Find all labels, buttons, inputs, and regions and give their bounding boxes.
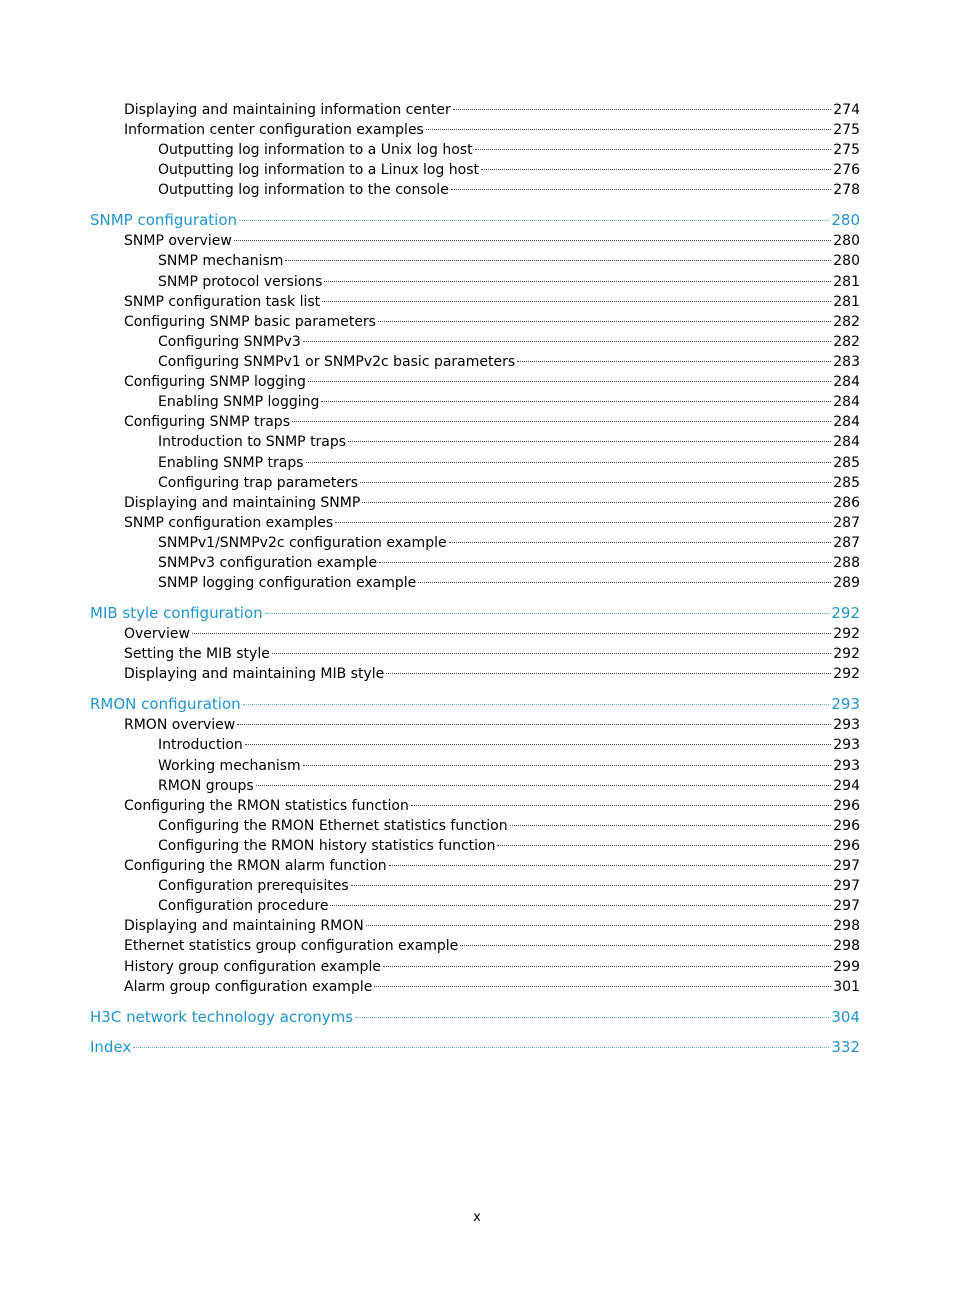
- toc-entry-page-number: 289: [833, 575, 860, 591]
- toc-entry-title: SNMP configuration: [90, 211, 237, 229]
- toc-entry-title: Alarm group configuration example: [124, 979, 373, 995]
- toc-entry[interactable]: [124, 957, 860, 977]
- toc-entry[interactable]: [124, 312, 860, 332]
- toc-entry-page-number: 282: [833, 334, 860, 350]
- toc-entry[interactable]: [124, 796, 860, 816]
- dot-leader: [306, 462, 832, 463]
- toc-entry[interactable]: [124, 644, 860, 664]
- toc-entry[interactable]: [124, 664, 860, 684]
- toc-entry-title: SNMP logging configuration example: [158, 575, 417, 591]
- toc-entry-title: Configuring SNMPv3: [158, 334, 301, 350]
- toc-entry-page-number: 276: [833, 162, 860, 178]
- dot-leader: [237, 724, 831, 725]
- toc-entry-page-number: 293: [833, 758, 860, 774]
- toc-entry-title: Introduction: [158, 737, 243, 753]
- dot-leader: [460, 945, 831, 946]
- toc-section-entry[interactable]: [90, 1037, 860, 1057]
- toc-section-entry[interactable]: [90, 694, 860, 714]
- dot-leader: [411, 805, 831, 806]
- toc-entry[interactable]: [158, 896, 860, 916]
- toc-entry-page-number: 294: [833, 778, 860, 794]
- dot-leader: [497, 845, 831, 846]
- toc-entry-title: RMON configuration: [90, 695, 241, 713]
- toc-entry-page-number: 332: [831, 1038, 860, 1056]
- toc-entry[interactable]: [158, 352, 860, 372]
- toc-entry-page-number: 284: [833, 414, 860, 430]
- toc-entry-page-number: 280: [831, 211, 860, 229]
- dot-leader: [256, 785, 832, 786]
- toc-entry[interactable]: [158, 392, 860, 412]
- toc-entry-page-number: 274: [833, 102, 860, 118]
- dot-leader: [133, 1047, 829, 1048]
- toc-entry[interactable]: [124, 292, 860, 312]
- dot-leader: [481, 169, 831, 170]
- toc-entry-page-number: 296: [833, 798, 860, 814]
- toc-entry-page-number: 281: [833, 274, 860, 290]
- dot-leader: [383, 966, 831, 967]
- toc-entry[interactable]: [158, 735, 860, 755]
- toc-entry-title: Ethernet statistics group configuration example: [124, 938, 459, 954]
- toc-entry-title: RMON groups: [158, 778, 254, 794]
- toc-entry[interactable]: [124, 372, 860, 392]
- dot-leader: [453, 109, 832, 110]
- toc-entry-page-number: 284: [833, 394, 860, 410]
- toc-entry-page-number: 297: [833, 878, 860, 894]
- dot-leader: [475, 149, 832, 150]
- toc-entry[interactable]: [158, 533, 860, 553]
- toc-entry-page-number: 284: [833, 434, 860, 450]
- toc-entry[interactable]: [124, 624, 860, 644]
- toc-entry-title: SNMP mechanism: [158, 253, 284, 269]
- toc-entry-title: Configuring the RMON Ethernet statistics function: [158, 818, 508, 834]
- toc-entry-title: Displaying and maintaining information center: [124, 102, 451, 118]
- toc-entry[interactable]: [158, 756, 860, 776]
- toc-section-entry[interactable]: [90, 603, 860, 623]
- toc-entry-page-number: 275: [833, 142, 860, 158]
- toc-entry[interactable]: [158, 332, 860, 352]
- toc-entry-title: Configuring SNMPv1 or SNMPv2c basic parameters: [158, 354, 516, 370]
- toc-entry[interactable]: [124, 916, 860, 936]
- toc-entry[interactable]: [158, 180, 860, 200]
- toc-entry[interactable]: [158, 453, 860, 473]
- toc-entry-page-number: 299: [833, 959, 860, 975]
- toc-entry-title: Displaying and maintaining SNMP: [124, 495, 361, 511]
- dot-leader: [378, 321, 831, 322]
- toc-entry-title: Displaying and maintaining RMON: [124, 918, 364, 934]
- toc-entry-title: Working mechanism: [158, 758, 301, 774]
- toc-entry-page-number: 283: [833, 354, 860, 370]
- toc-entry[interactable]: [158, 272, 860, 292]
- toc-entry-title: Enabling SNMP logging: [158, 394, 320, 410]
- toc-entry-page-number: 284: [833, 374, 860, 390]
- toc-entry-page-number: 296: [833, 818, 860, 834]
- toc-entry[interactable]: [158, 816, 860, 836]
- toc-entry[interactable]: [124, 493, 860, 513]
- toc-entry[interactable]: [158, 553, 860, 573]
- toc-entry-title: Configuring SNMP basic parameters: [124, 314, 376, 330]
- toc-entry[interactable]: [158, 160, 860, 180]
- dot-leader: [292, 421, 831, 422]
- dot-leader: [379, 562, 831, 563]
- toc-entry-title: Outputting log information to the console: [158, 182, 449, 198]
- toc-entry[interactable]: [158, 573, 860, 593]
- toc-entry-page-number: 288: [833, 555, 860, 571]
- dot-leader: [451, 189, 832, 190]
- toc-entry-page-number: 297: [833, 858, 860, 874]
- toc-entry-title: SNMP overview: [124, 233, 232, 249]
- toc-entry[interactable]: [124, 231, 860, 251]
- dot-leader: [330, 905, 831, 906]
- toc-entry-page-number: 293: [831, 695, 860, 713]
- toc-entry[interactable]: [124, 120, 860, 140]
- toc-entry[interactable]: [124, 936, 860, 956]
- toc-entry-page-number: 296: [833, 838, 860, 854]
- toc-entry-page-number: 298: [833, 918, 860, 934]
- dot-leader: [245, 744, 831, 745]
- toc-entry-page-number: 293: [833, 737, 860, 753]
- dot-leader: [389, 865, 832, 866]
- dot-leader: [366, 925, 832, 926]
- toc-entry-page-number: 292: [833, 666, 860, 682]
- toc-entry-title: Setting the MIB style: [124, 646, 270, 662]
- toc-entry[interactable]: [124, 513, 860, 533]
- dot-leader: [303, 341, 832, 342]
- toc-entry-title: SNMP protocol versions: [158, 274, 323, 290]
- toc-entry-page-number: 292: [833, 646, 860, 662]
- dot-leader: [386, 673, 831, 674]
- dot-leader: [418, 582, 831, 583]
- toc-entry-title: SNMPv1/SNMPv2c configuration example: [158, 535, 447, 551]
- dot-leader: [243, 704, 830, 705]
- dot-leader: [510, 825, 832, 826]
- dot-leader: [234, 240, 831, 241]
- toc-entry[interactable]: [158, 140, 860, 160]
- toc-entry[interactable]: [124, 100, 860, 120]
- toc-entry[interactable]: [124, 856, 860, 876]
- toc-entry-page-number: 280: [833, 233, 860, 249]
- toc-entry-page-number: 285: [833, 475, 860, 491]
- dot-leader: [192, 633, 831, 634]
- toc-entry-title: MIB style configuration: [90, 604, 263, 622]
- dot-leader: [348, 441, 831, 442]
- toc-entry-page-number: 304: [831, 1008, 860, 1026]
- toc-entry-title: SNMPv3 configuration example: [158, 555, 378, 571]
- toc-entry-page-number: 301: [833, 979, 860, 995]
- toc-entry-page-number: 297: [833, 898, 860, 914]
- page-number: x: [473, 1210, 481, 1225]
- dot-leader: [285, 260, 831, 261]
- toc-entry-page-number: 282: [833, 314, 860, 330]
- toc-section-entry[interactable]: [90, 210, 860, 230]
- toc-entry-page-number: 292: [831, 604, 860, 622]
- dot-leader: [351, 885, 832, 886]
- toc-entry-title: SNMP configuration task list: [124, 294, 321, 310]
- toc-entry-title: Configuring the RMON history statistics function: [158, 838, 496, 854]
- toc-entry-title: Overview: [124, 626, 190, 642]
- toc-entry-page-number: 292: [833, 626, 860, 642]
- toc-entry-title: Configuring SNMP logging: [124, 374, 306, 390]
- dot-leader: [374, 986, 831, 987]
- dot-leader: [272, 653, 831, 654]
- toc-entry-title: Configuring SNMP traps: [124, 414, 290, 430]
- dot-leader: [303, 765, 832, 766]
- toc-section-entry[interactable]: [90, 1007, 860, 1027]
- toc-entry-title: Configuring the RMON alarm function: [124, 858, 387, 874]
- toc-entry-title: SNMP configuration examples: [124, 515, 334, 531]
- toc-entry[interactable]: [124, 977, 860, 997]
- toc-entry-title: Configuring trap parameters: [158, 475, 359, 491]
- dot-leader: [426, 129, 831, 130]
- dot-leader: [360, 482, 831, 483]
- toc-entry[interactable]: [124, 412, 860, 432]
- dot-leader: [335, 522, 831, 523]
- toc-entry[interactable]: [158, 473, 860, 493]
- toc-entry-page-number: 281: [833, 294, 860, 310]
- toc-entry[interactable]: [158, 251, 860, 271]
- dot-leader: [322, 301, 831, 302]
- toc-entry-page-number: 293: [833, 717, 860, 733]
- toc-entry[interactable]: [158, 432, 860, 452]
- toc-entry[interactable]: [158, 776, 860, 796]
- toc-entry-page-number: 278: [833, 182, 860, 198]
- toc-entry-page-number: 287: [833, 515, 860, 531]
- toc-entry-page-number: 298: [833, 938, 860, 954]
- dot-leader: [449, 542, 832, 543]
- toc-entry-title: Index: [90, 1038, 132, 1056]
- toc-entry[interactable]: [158, 836, 860, 856]
- dot-leader: [321, 401, 831, 402]
- toc-entry-title: Outputting log information to a Unix log host: [158, 142, 473, 158]
- dot-leader: [265, 613, 830, 614]
- toc-entry-page-number: 275: [833, 122, 860, 138]
- toc-entry[interactable]: [158, 876, 860, 896]
- dot-leader: [239, 220, 829, 221]
- dot-leader: [308, 381, 831, 382]
- toc-entry-title: History group configuration example: [124, 959, 381, 975]
- toc-entry-title: Outputting log information to a Linux log host: [158, 162, 479, 178]
- toc-entry-title: RMON overview: [124, 717, 236, 733]
- toc-entry-page-number: 287: [833, 535, 860, 551]
- dot-leader: [362, 502, 831, 503]
- toc-entry-page-number: 285: [833, 455, 860, 471]
- toc-entry-title: Configuration prerequisites: [158, 878, 349, 894]
- toc-entry[interactable]: [124, 715, 860, 735]
- toc-entry-title: H3C network technology acronyms: [90, 1008, 354, 1026]
- toc-entry-title: Displaying and maintaining MIB style: [124, 666, 385, 682]
- toc-entry-title: Configuration procedure: [158, 898, 329, 914]
- dot-leader: [517, 361, 831, 362]
- toc-entry-page-number: 280: [833, 253, 860, 269]
- toc-entry-title: Information center configuration examples: [124, 122, 424, 138]
- dot-leader: [324, 281, 831, 282]
- toc-entry-page-number: 286: [833, 495, 860, 511]
- toc-entry-title: Configuring the RMON statistics function: [124, 798, 409, 814]
- toc-entry-title: Enabling SNMP traps: [158, 455, 304, 471]
- toc-entry-title: Introduction to SNMP traps: [158, 434, 347, 450]
- dot-leader: [355, 1017, 829, 1018]
